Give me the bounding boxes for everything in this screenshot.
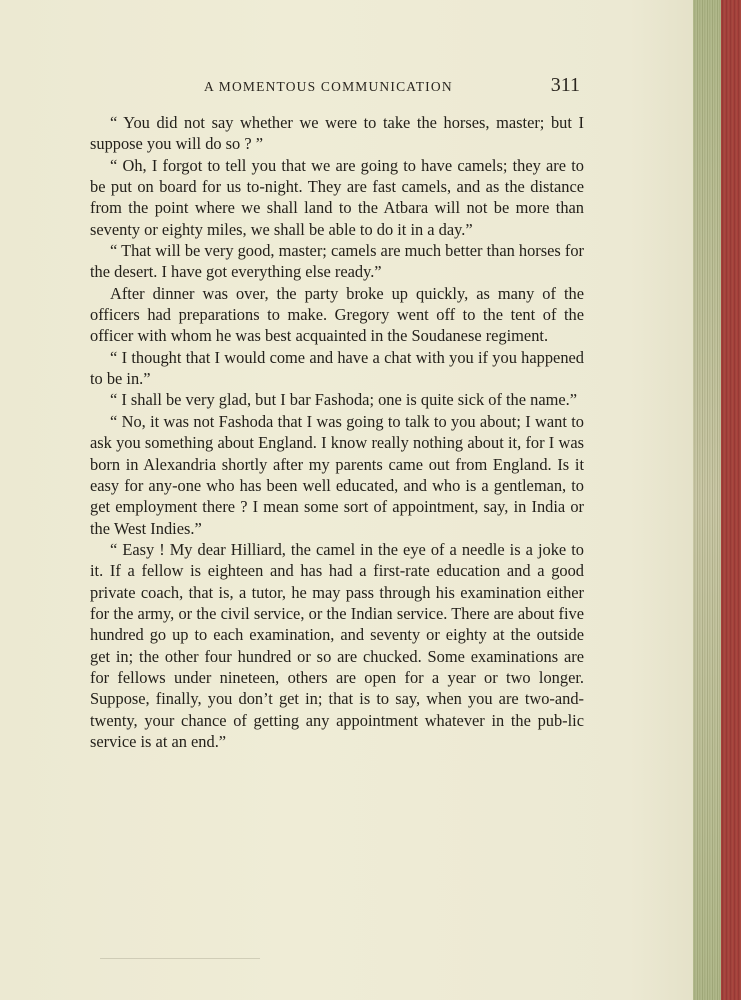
paragraph: “ That will be very good, master; camels are much better than horses for the desert. I have got everything else ready.” <box>90 241 584 282</box>
paragraph: “ I thought that I would come and have a chat with you if you happened to be in.” <box>90 347 584 389</box>
paragraph: “ No, it was not Fashoda that I was going to talk to you about; I want to ask you something about England. I know really nothing about it, for I was born in Alexandria shortly after my parents came out from England. Is it easy for any-one who has been well educated, and who is a gentleman, to get employment there ? I mean some sort of appointment, say, in India or the West Indies.” <box>90 411 584 538</box>
paragraph: After dinner was over, the party broke up quickly, as many of the officers had preparations to make. Gregory went off to the tent of the officer with whom he was best acquainted in the Soudanese regiment. <box>90 283 584 346</box>
bottom-shadow-line <box>100 958 260 959</box>
page-number: 311 <box>550 74 580 96</box>
page-edge-stack <box>693 0 741 1000</box>
paragraph: “ I shall be very glad, but I bar Fashoda; one is quite sick of the name.” <box>110 390 577 410</box>
running-head: A MOMENTOUS COMMUNICATION <box>204 79 453 94</box>
page-header <box>90 74 586 98</box>
paragraph: “ Oh, I forgot to tell you that we are going to have camels; they are to be put on board for us to-night. They are fast camels, and as the distance from the point where we shall land to the Atbara will not be more than seventy or eighty miles, we shall be able to do it in a day.” <box>90 155 584 239</box>
body-text <box>90 112 584 752</box>
paragraph: “ You did not say whether we were to take the horses, master; but I suppose you will do so ? ” <box>90 113 584 154</box>
paragraph: “ Easy ! My dear Hilliard, the camel in the eye of a needle is a joke to it. If a fellow is eighteen and has had a first-rate education and a good private coach, that is, a tutor, he may pass through his examination either for the army, or the civil service, or the Indian service. There are about five hundred go up to each examination, and seventy or eighty at the outside get in; the other four hundred or so are chucked. Some examinations are for fellows under nineteen, others are open for a year or two longer. Suppose, finally, you don’t get in; that is to say, when you are two-and-twenty, your chance of getting any appointment whatever in the pub-lic service is at an end.” <box>90 539 584 751</box>
